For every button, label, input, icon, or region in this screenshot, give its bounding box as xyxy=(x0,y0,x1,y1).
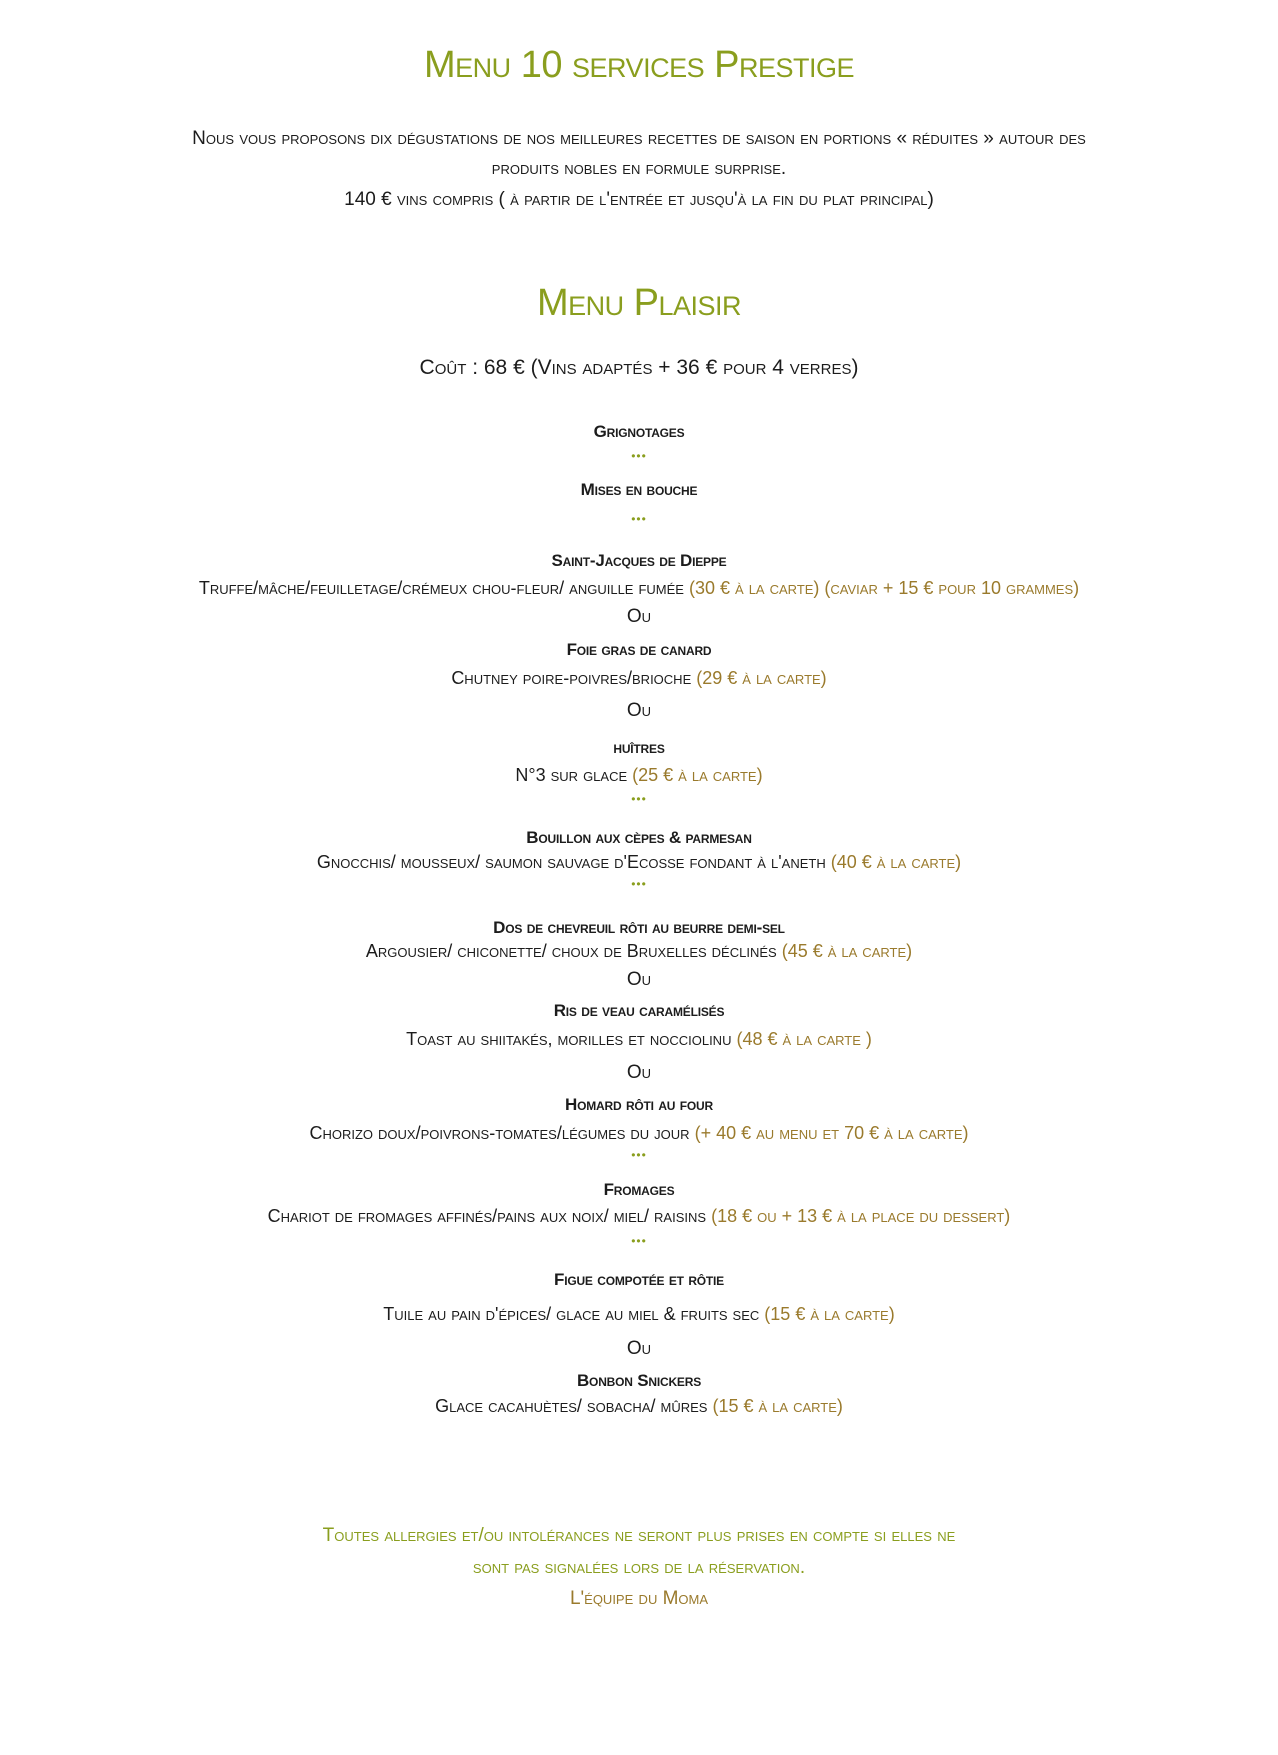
dish-name: huîtres xyxy=(613,738,665,757)
dish-price: (48 € à la carte ) xyxy=(736,1029,872,1049)
dish-description-line xyxy=(0,1029,1278,1050)
dish-description-line xyxy=(0,941,1278,962)
dish-description: Chariot de fromages affinés/pains aux noix/ miel/ raisins xyxy=(267,1206,707,1226)
course-mises-en-bouche: Mises en bouche xyxy=(580,480,698,499)
course-grignotages: Grignotages xyxy=(593,422,685,441)
dish-description-line xyxy=(0,668,1278,689)
dish-description-line xyxy=(0,1304,1278,1325)
dish-price: (45 € à la carte) xyxy=(781,941,913,961)
dish-description: Truffe/mâche/feuilletage/crémeux chou-fleur/ anguille fumée xyxy=(198,578,684,598)
dish-name: Foie gras de canard xyxy=(566,640,712,659)
signature: L'équipe du Moma xyxy=(569,1588,709,1609)
dish-description-line xyxy=(0,1123,1278,1144)
dish-name: Homard rôti au four xyxy=(565,1095,713,1114)
dish-description: Argousier/ chiconette/ choux de Bruxelles déclinés xyxy=(365,941,777,961)
or-label: Ou xyxy=(626,606,652,627)
dish-price: (+ 40 € au menu et 70 € à la carte) xyxy=(694,1123,969,1143)
dish-price: (15 € à la carte) xyxy=(712,1396,843,1416)
dish-name: Fromages xyxy=(603,1180,675,1199)
prestige-title: Menu 10 services Prestige xyxy=(423,44,855,86)
separator-dots: ••• xyxy=(631,792,647,806)
dish-description: Glace cacahuètes/ sobacha/ mûres xyxy=(435,1396,708,1416)
prestige-intro-line-2: produits nobles en formule surprise. xyxy=(491,158,787,179)
dish-description: Toast au shiitakés, morilles et nocciolinu xyxy=(406,1029,732,1049)
dish-price: (29 € à la carte) xyxy=(696,668,827,688)
dish-description: N°3 sur glace xyxy=(515,765,628,785)
prestige-price: 140 € vins compris ( à partir de l'entrée et jusqu'à la fin du plat principal) xyxy=(344,189,934,210)
dish-name: Dos de chevreuil rôti au beurre demi-sel xyxy=(493,918,785,937)
or-label: Ou xyxy=(626,1338,652,1359)
dish-name: Ris de veau caramélisés xyxy=(553,1001,725,1020)
dish-description: Tuile au pain d'épices/ glace au miel & fruits sec xyxy=(383,1304,760,1324)
dish-description: Chutney poire-poivres/brioche xyxy=(451,668,692,688)
dish-price: (40 € à la carte) xyxy=(830,852,962,872)
plaisir-cost: Coût : 68 € (Vins adaptés + 36 € pour 4 verres) xyxy=(419,356,859,379)
dish-description: Gnocchis/ mousseux/ saumon sauvage d'Ecosse fondant à l'aneth xyxy=(316,852,826,872)
allergy-notice-line-2: sont pas signalées lors de la réservation. xyxy=(472,1557,806,1578)
dish-price: (30 € à la carte) (caviar + 15 € pour 10 grammes) xyxy=(689,578,1080,598)
dish-name: Bouillon aux cèpes & parmesan xyxy=(526,828,752,847)
separator-dots: ••• xyxy=(631,512,647,526)
dish-name: Saint-Jacques de Dieppe xyxy=(551,551,727,570)
prestige-intro-line-1: Nous vous proposons dix dégustations de nos meilleures recettes de saison en portions « réduites » autour des xyxy=(192,128,1086,149)
separator-dots: ••• xyxy=(631,877,647,891)
dish-price: (18 € ou + 13 € à la place du dessert) xyxy=(711,1206,1011,1226)
dish-description-line xyxy=(0,1396,1278,1417)
dish-description-line xyxy=(0,765,1278,786)
or-label: Ou xyxy=(626,700,652,721)
plaisir-title: Menu Plaisir xyxy=(536,282,742,324)
separator-dots: ••• xyxy=(631,449,647,463)
dish-name: Bonbon Snickers xyxy=(576,1371,701,1390)
separator-dots: ••• xyxy=(631,1234,647,1248)
dish-name: Figue compotée et rôtie xyxy=(554,1270,724,1289)
dish-price: (15 € à la carte) xyxy=(764,1304,895,1324)
allergy-notice-line-1: Toutes allergies et/ou intolérances ne seront plus prises en compte si elles ne xyxy=(322,1525,956,1546)
dish-price: (25 € à la carte) xyxy=(632,765,763,785)
or-label: Ou xyxy=(626,969,652,990)
dish-description-line xyxy=(0,852,1278,873)
dish-description-line xyxy=(0,1206,1278,1227)
dish-description: Chorizo doux/poivrons-tomates/légumes du jour xyxy=(309,1123,690,1143)
dish-description-line xyxy=(0,578,1278,599)
separator-dots: ••• xyxy=(631,1148,647,1162)
or-label: Ou xyxy=(626,1062,652,1083)
